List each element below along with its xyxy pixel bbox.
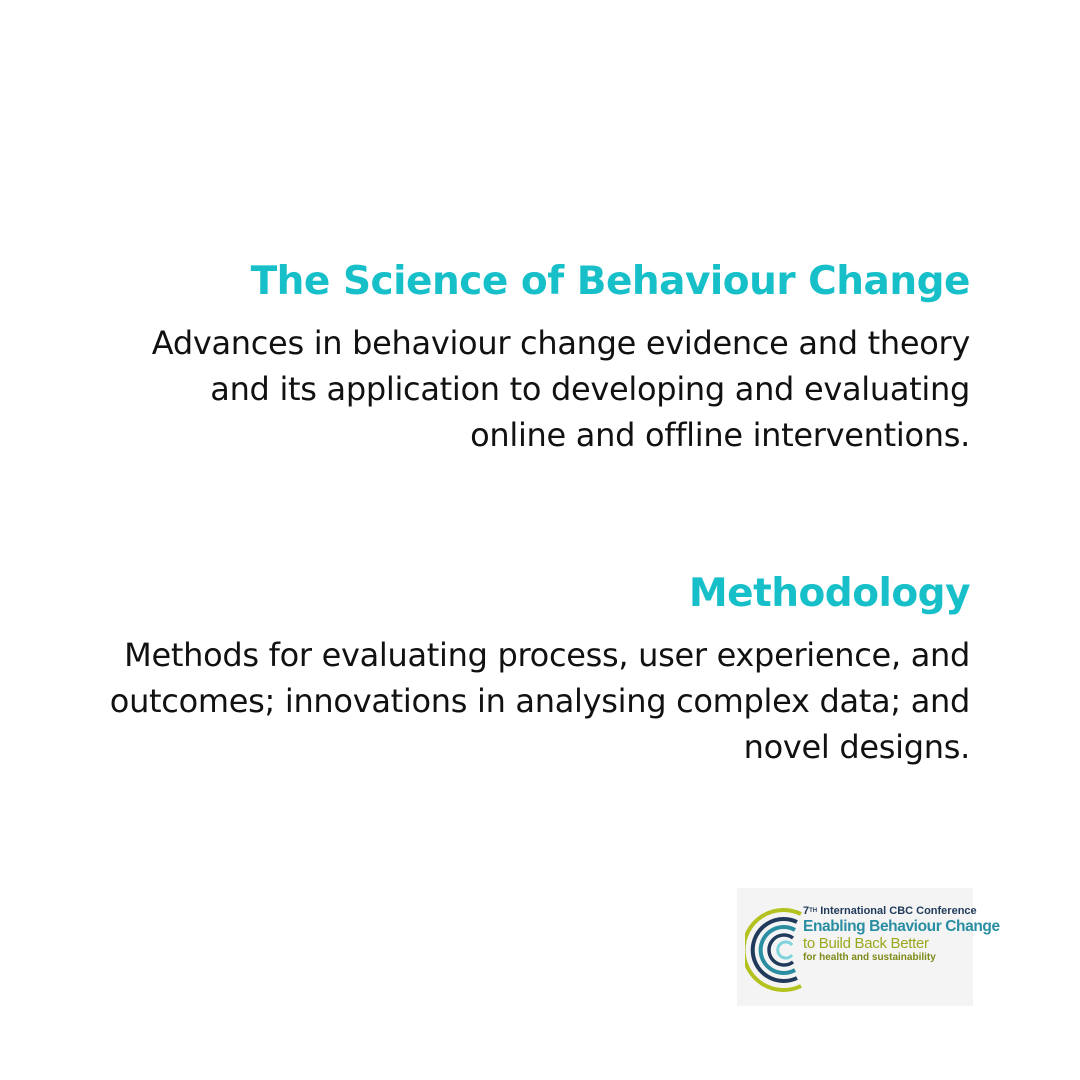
description-line: novel designs. xyxy=(743,728,970,766)
description-line: Advances in behaviour change evidence and theory xyxy=(151,324,970,362)
description-line: and its application to developing and evaluating xyxy=(210,370,970,408)
conference-logo xyxy=(737,888,1000,1006)
section-heading: The Science of Behaviour Change xyxy=(250,259,970,304)
logo-conference-line: 7TH International CBC Conference xyxy=(803,905,977,917)
section-science-of-behaviour-change xyxy=(70,254,970,458)
logo-text-block xyxy=(803,904,1000,964)
section-methodology xyxy=(70,566,970,770)
section-heading: Methodology xyxy=(688,571,970,616)
logo-subtitle: to Build Back Better xyxy=(803,935,929,952)
logo-tagline: for health and sustainability xyxy=(803,952,936,963)
section-description xyxy=(70,632,970,770)
concentric-arcs-logo-icon xyxy=(745,908,805,992)
description-line: online and offline interventions. xyxy=(470,416,970,454)
logo-title: Enabling Behaviour Change xyxy=(803,918,1000,935)
description-line: Methods for evaluating process, user experience, and xyxy=(124,636,970,674)
description-line: outcomes; innovations in analysing complex data; and xyxy=(109,682,970,720)
section-description xyxy=(70,320,970,458)
